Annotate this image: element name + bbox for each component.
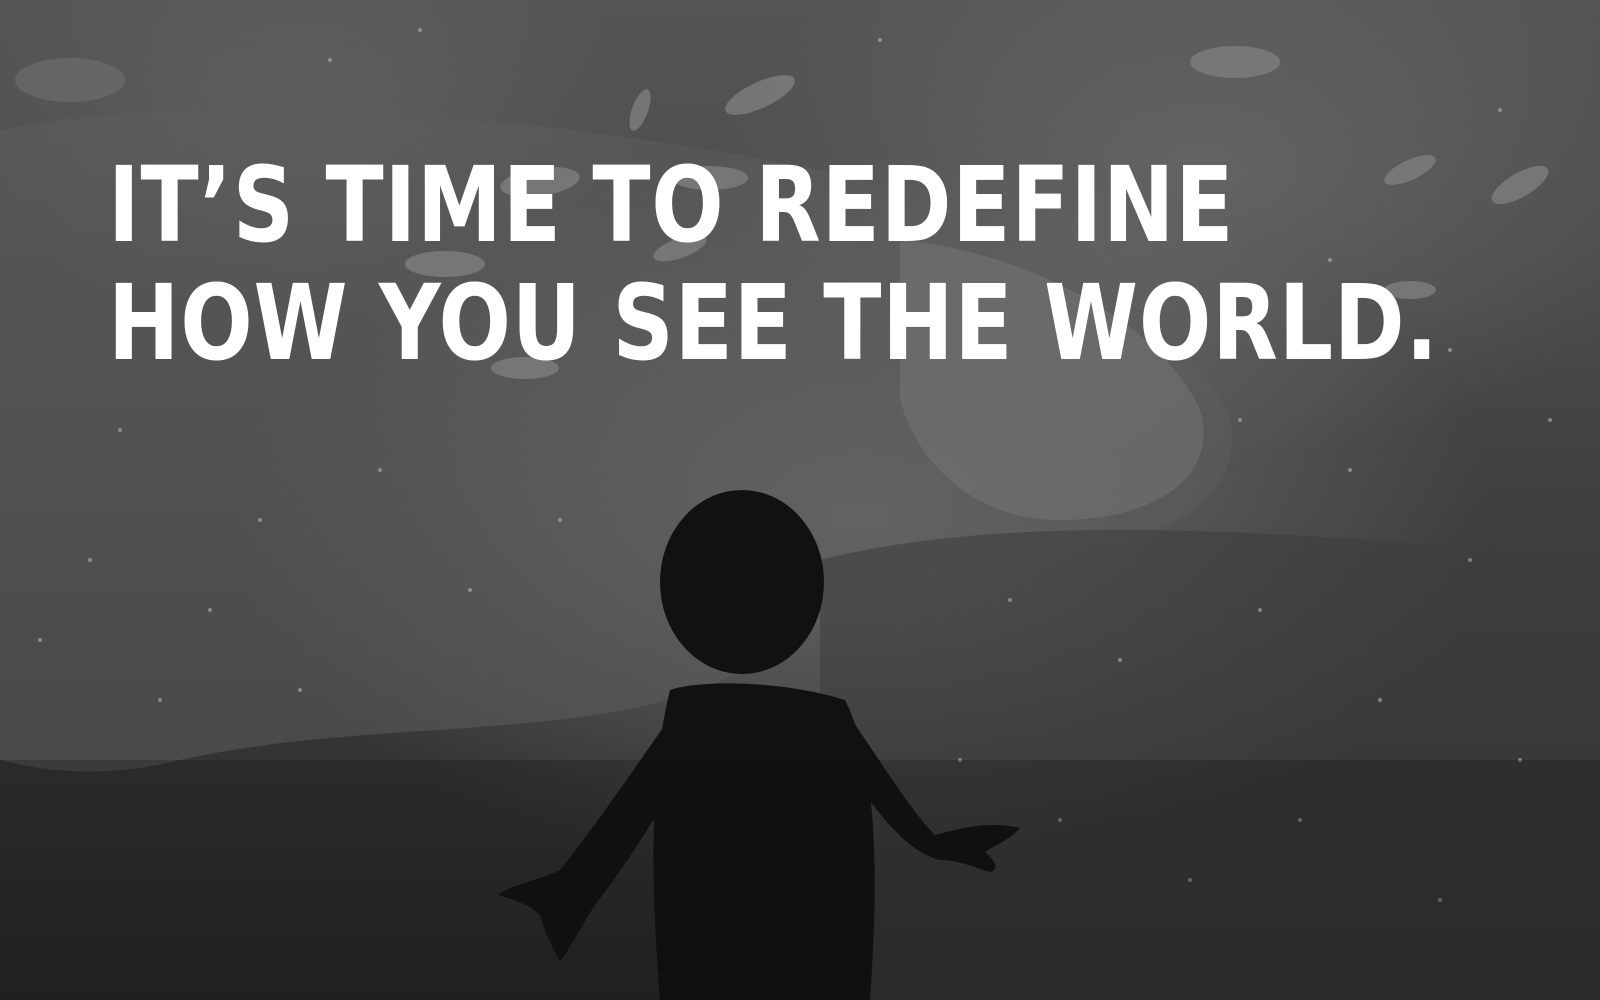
- fish: [1486, 159, 1553, 212]
- headline-line-2: HOW YOU SEE THE WORLD.: [108, 262, 1439, 384]
- fish: [15, 58, 125, 102]
- headline: [108, 146, 1439, 382]
- vignette: [0, 760, 1600, 1000]
- fish: [720, 67, 800, 123]
- fish: [625, 87, 655, 134]
- headline-line-1: IT’S TIME TO REDEFINE: [108, 144, 1235, 266]
- fish: [1190, 46, 1280, 78]
- child-head: [660, 490, 824, 674]
